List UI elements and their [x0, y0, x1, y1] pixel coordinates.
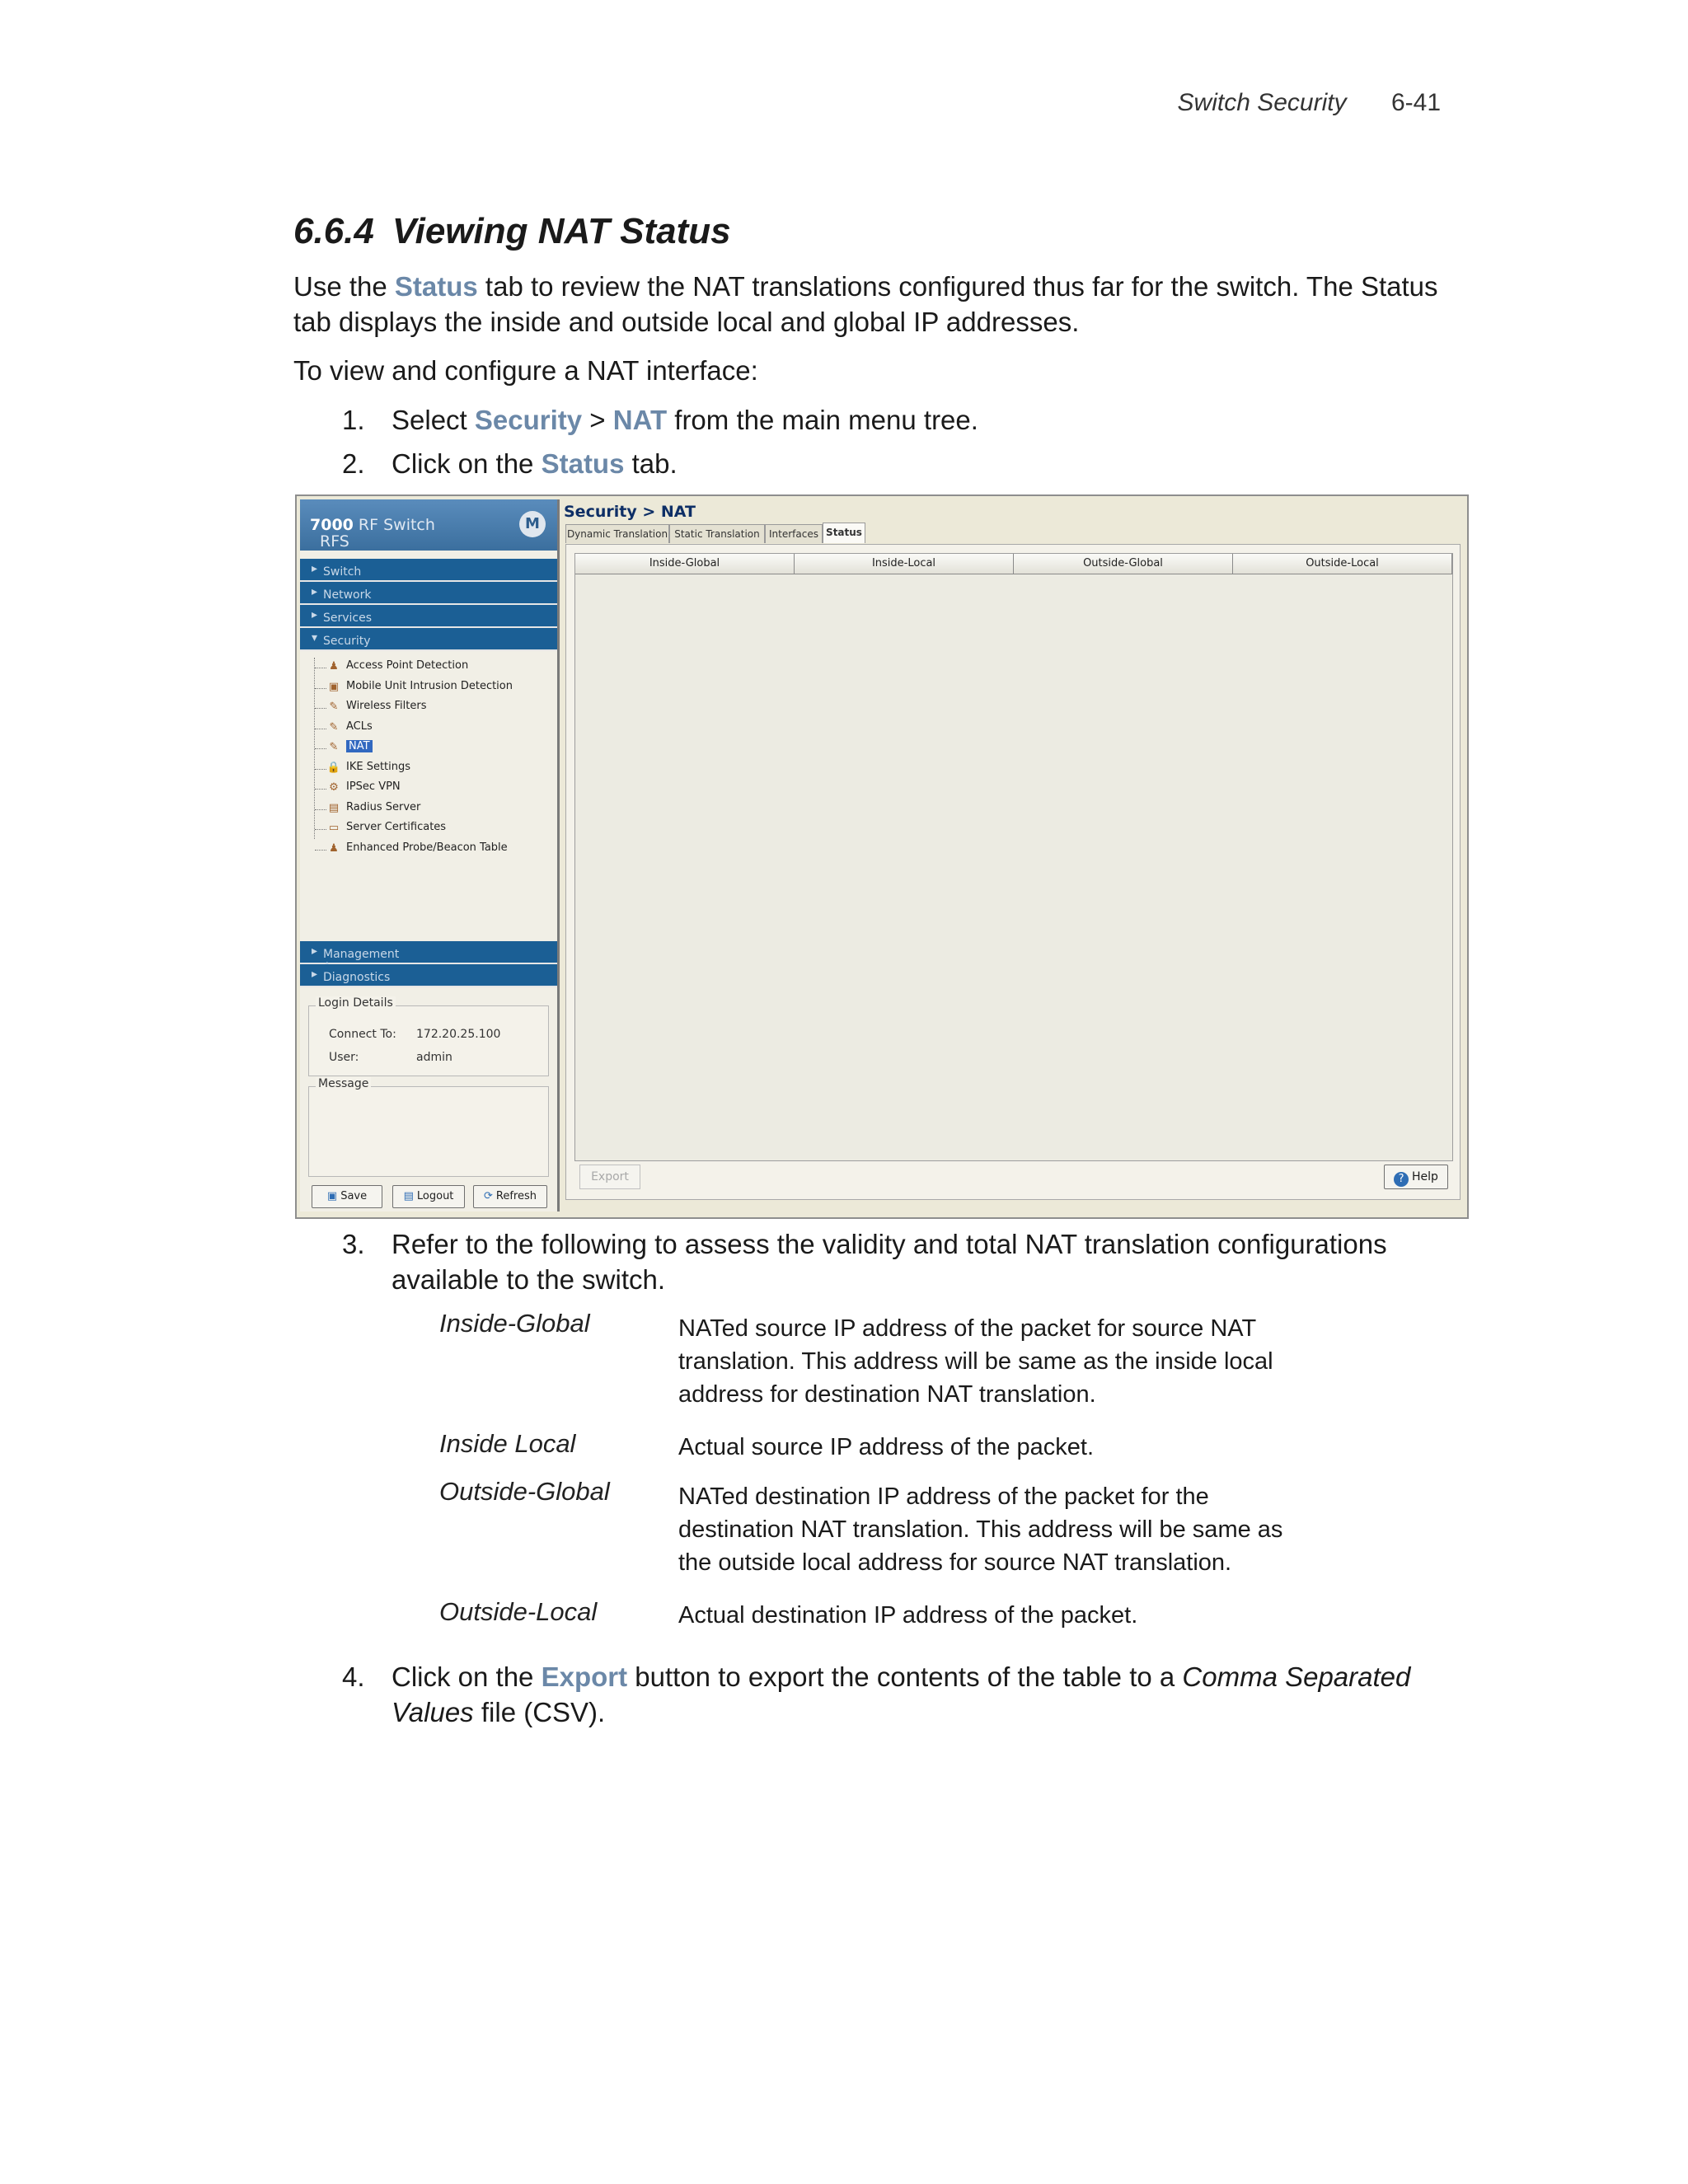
description: Actual source IP address of the packet.: [678, 1434, 1095, 1460]
text: 7000: [310, 516, 354, 534]
keyword-status: Status: [394, 271, 478, 302]
nav-diagnostics[interactable]: ▸ Diagnostics: [300, 964, 557, 987]
step-2: [342, 446, 678, 481]
column-header-inside-local[interactable]: Inside-Local: [795, 554, 1014, 574]
nat-icon: ✎: [329, 741, 339, 753]
brand-bar: [300, 499, 557, 551]
keyword-export: Export: [541, 1661, 628, 1692]
text: Use the: [293, 271, 395, 302]
label: IKE Settings: [346, 760, 411, 773]
left-menu-pane: [300, 499, 560, 1212]
term: Outside-Global: [439, 1477, 610, 1506]
acl-icon: ✎: [329, 720, 339, 733]
term: Outside-Local: [439, 1597, 598, 1626]
step-number: 2.: [342, 448, 365, 479]
step-text: [392, 1659, 1471, 1730]
refresh-button[interactable]: [473, 1185, 547, 1208]
section-heading: [293, 211, 731, 252]
tab-static-translation[interactable]: Static Translation: [669, 524, 765, 543]
text: Comma Separated Values: [392, 1661, 1411, 1727]
vpn-icon: ⚙: [329, 781, 339, 794]
text: RFS: [320, 532, 349, 551]
label: Radius Server: [346, 800, 421, 813]
step-number: 3.: [342, 1229, 365, 1259]
label: Wireless Filters: [346, 700, 427, 712]
label: Access Point Detection: [346, 659, 469, 672]
text: Click on the: [392, 448, 542, 479]
instruction-paragraph: To view and configure a NAT interface:: [293, 355, 758, 386]
text: from the main menu tree.: [667, 405, 978, 435]
nav-management-access[interactable]: ▸ Management: [300, 941, 557, 964]
section-title: Viewing NAT Status: [392, 211, 731, 251]
text: Network: [323, 588, 372, 602]
step-3: [342, 1226, 1471, 1297]
content-pane: [560, 499, 1462, 1212]
text: file (CSV).: [473, 1697, 606, 1727]
column-header-inside-global[interactable]: Inside-Global: [575, 554, 795, 574]
label: Save: [340, 1190, 368, 1202]
step-1: [342, 402, 978, 438]
content-title: Security > NAT: [564, 503, 696, 521]
label: Logout: [416, 1190, 454, 1202]
help-icon: ?: [1394, 1172, 1409, 1187]
text: tab to review the NAT translations configured thus far for the switch. The Status tab displays the inside and outside local and global IP addresses.: [293, 271, 1438, 337]
step-number: 1.: [342, 405, 365, 435]
label: Refresh: [495, 1190, 537, 1202]
text: Diagnostics: [323, 971, 391, 984]
step-number: 4.: [342, 1661, 365, 1692]
logout-icon: ▤: [403, 1190, 414, 1202]
user-value: admin: [416, 1051, 452, 1064]
step-text: Refer to the following to assess the validity and total NAT translation configurations available to the switch.: [392, 1229, 1387, 1295]
keyword-status: Status: [541, 448, 625, 479]
nat-status-screenshot: [295, 494, 1469, 1219]
brand-name: [310, 516, 435, 551]
text: Services: [323, 612, 373, 625]
certificate-icon: ▭: [328, 822, 340, 834]
lock-icon: 🔒: [326, 761, 341, 774]
running-header: [1178, 89, 1441, 117]
tab-dynamic-translation[interactable]: Dynamic Translation: [565, 524, 669, 543]
group-title: Message: [316, 1077, 371, 1090]
message-group: [308, 1077, 549, 1177]
text: >: [582, 405, 613, 435]
save-icon: ▣: [326, 1190, 338, 1202]
user-label: User:: [329, 1051, 359, 1064]
step-4: [342, 1659, 1471, 1730]
status-panel: [565, 544, 1461, 1200]
intrusion-icon: ▣: [328, 680, 340, 693]
label: IPSec VPN: [346, 780, 401, 793]
keyword-nat: NAT: [612, 405, 668, 435]
motorola-logo-icon: M: [519, 511, 546, 537]
refresh-icon: ⟳: [484, 1190, 493, 1202]
connect-value: 172.20.25.100: [416, 1028, 501, 1041]
label: Server Certificates: [346, 821, 447, 833]
save-button[interactable]: [312, 1185, 382, 1208]
nav-services[interactable]: ▸ Services: [300, 605, 557, 628]
probe-icon: ♟: [329, 841, 339, 855]
login-details-group: [308, 996, 549, 1076]
detection-icon: ♟: [329, 660, 339, 673]
text: tab.: [624, 448, 678, 479]
nat-status-table: [574, 553, 1453, 1161]
label: NAT: [346, 740, 373, 752]
help-button[interactable]: [1384, 1165, 1448, 1189]
text: button to export the contents of the table to a: [627, 1661, 1183, 1692]
column-header-outside-global[interactable]: Outside-Global: [1014, 554, 1233, 574]
description: Actual destination IP address of the packet.: [678, 1602, 1138, 1629]
tab-interfaces[interactable]: Interfaces: [765, 524, 823, 543]
text: Select: [392, 405, 475, 435]
description: NATed source IP address of the packet for source NAT translation. This address will be same as the inside local address for destination NAT translation.: [678, 1315, 1273, 1408]
nav-network[interactable]: ▸ Network: [300, 582, 557, 605]
label: Enhanced Probe/Beacon Table: [346, 841, 508, 854]
nav-switch[interactable]: ▸ Switch: [300, 559, 557, 582]
text: Security: [323, 635, 371, 648]
intro-paragraph: [293, 269, 1464, 340]
label: Mobile Unit Intrusion Detection: [346, 679, 513, 692]
connect-label: Connect To:: [329, 1028, 396, 1041]
column-header-outside-local[interactable]: Outside-Local: [1233, 554, 1452, 574]
text: Click on the: [392, 1661, 542, 1692]
label: ACLs: [346, 719, 373, 733]
label: Help: [1412, 1170, 1438, 1183]
group-title: Login Details: [316, 996, 396, 1010]
tab-status[interactable]: Status: [823, 523, 865, 543]
logout-button[interactable]: [392, 1185, 465, 1208]
term: Inside Local: [439, 1429, 576, 1458]
nav-security[interactable]: ▾ Security: [300, 628, 557, 651]
server-icon: ▤: [328, 801, 340, 814]
description: NATed destination IP address of the packet for the destination NAT translation. This address will be same as the outside local address for source NAT translation.: [678, 1483, 1283, 1576]
keyword-security: Security: [474, 405, 583, 435]
text: RF Switch: [353, 516, 435, 534]
section-number: 6.6.4: [293, 211, 374, 251]
export-button[interactable]: Export: [579, 1165, 640, 1189]
term: Inside-Global: [439, 1309, 590, 1338]
page-number: 6-41: [1390, 89, 1441, 116]
header-section: Switch Security: [1177, 89, 1347, 116]
filter-icon: ✎: [329, 701, 339, 713]
text: Management: [323, 948, 400, 961]
text: Switch: [323, 565, 362, 579]
